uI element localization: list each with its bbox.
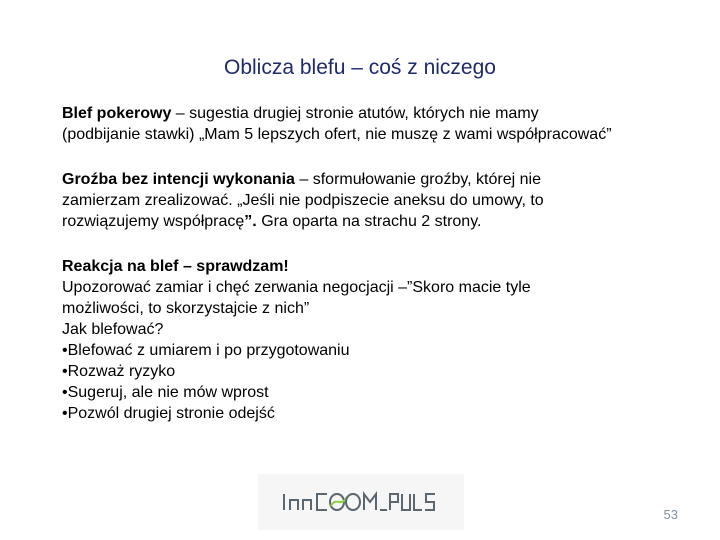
term-bluff-poker: Blef pokerowy	[62, 105, 172, 122]
subheading-how-to-bluff: Jak blefować?	[62, 321, 164, 338]
slide-title: Oblicza blefu – coś z niczego	[224, 56, 496, 79]
strategy-note: Gra oparta na strachu 2 strony.	[256, 213, 482, 230]
example-empty-threat-line: zamierzam zrealizować. „Jeśli nie podpiszecie aneksu do umowy, to	[62, 192, 544, 209]
definition-empty-threat: – sformułowanie groźby, której nie	[294, 171, 541, 188]
quote-close: ”.	[244, 213, 257, 230]
page-number: 53	[663, 507, 678, 522]
section-bluff-reaction	[62, 256, 702, 424]
inncoom-puls-logo	[258, 474, 464, 530]
example-bluff-poker: (podbijanie stawki) „Mam 5 lepszych ofert, nie muszę z wami współpracować”	[62, 126, 612, 143]
example-empty-threat-end: rozwiązujemy współpracę	[62, 213, 245, 230]
logo-wordmark	[281, 488, 441, 516]
heading-bluff-reaction: Reakcja na blef – sprawdzam!	[62, 258, 289, 275]
term-empty-threat: Groźba bez intencji wykonania	[62, 171, 295, 188]
slide-content	[62, 103, 702, 424]
list-item: •Rozważ ryzyko	[62, 363, 176, 380]
definition-bluff-poker: – sugestia drugiej stronie atutów, których nie mamy	[171, 105, 539, 122]
list-item: •Blefować z umiarem i po przygotowaniu	[62, 342, 350, 359]
section-empty-threat	[62, 169, 702, 232]
list-item: •Pozwól drugiej stronie odejść	[62, 405, 275, 422]
list-item: •Sugeruj, ale nie mów wprost	[62, 384, 269, 401]
reaction-text-line1: Upozorować zamiar i chęć zerwania negocjacji –”Skoro macie tyle	[62, 279, 531, 296]
reaction-text-line2: możliwości, to skorzystajcie z nich”	[62, 300, 310, 317]
section-bluff-poker	[62, 103, 702, 145]
